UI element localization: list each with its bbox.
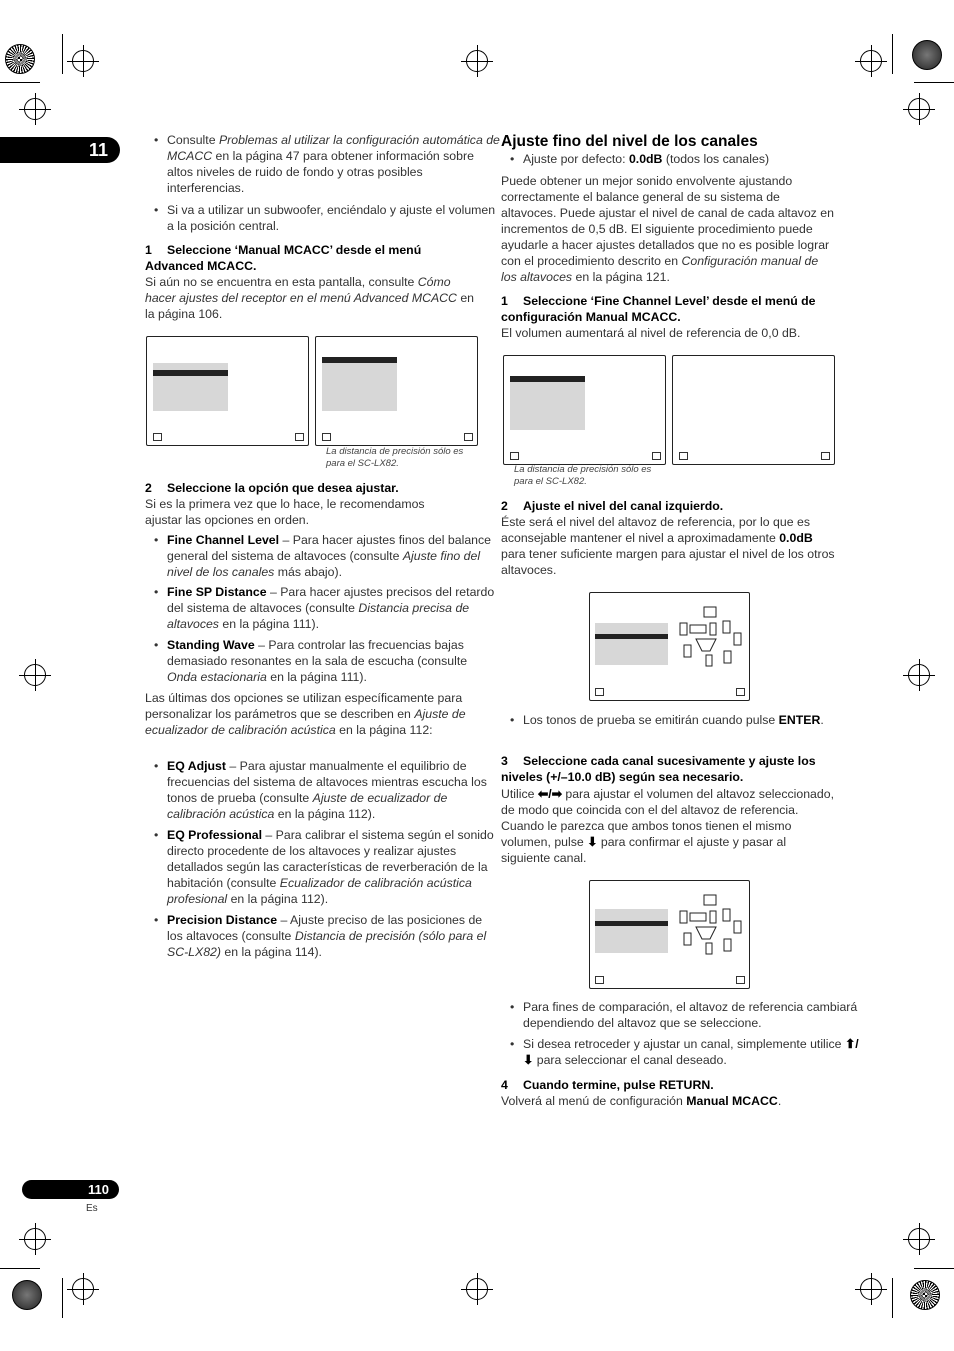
- registration-wheel-icon: [5, 44, 35, 74]
- exit-icon: [464, 433, 473, 441]
- chapter-number: 11: [88, 140, 108, 160]
- screen-blank: [672, 355, 835, 465]
- list-item: • Ajuste por defecto: 0.0dB (todos los canales): [501, 151, 859, 167]
- channel-list: [595, 623, 668, 665]
- up-down-arrow-icon: ⬆/⬇: [523, 1037, 859, 1067]
- menu-panel: [322, 357, 397, 411]
- chapter-tab: [0, 137, 120, 163]
- registration-wheel-icon: [12, 1280, 42, 1310]
- list-item: • Para fines de comparación, el altavoz de referencia cambiará dependiendo del altavoz que se seleccione.: [501, 999, 863, 1031]
- screen-caption: La distancia de precisión sólo es para el SC-LX82.: [514, 464, 652, 487]
- screen-advanced-mcacc: [146, 336, 309, 446]
- list-item: • Fine Channel Level – Para hacer ajustes finos del balance general del sistema de altavoces (consulte Ajuste fino del nivel de los canales más abajo).: [145, 532, 500, 580]
- crosshair-mark-icon: [24, 98, 46, 120]
- selected-channel: [595, 634, 668, 639]
- paragraph: Utilice ⬅/➡ para ajustar el volumen del altavoz seleccionado, de modo que coincida con el del altavoz de referencia. Cuando le parezca que ambos tonos tienen el mismo volumen, pulse ⬇ para confirmar el ajuste y pasar al siguiente canal.: [501, 787, 834, 865]
- crosshair-mark-icon: [908, 664, 930, 686]
- paragraph: Las últimas dos opciones se utilizan específicamente para personalizar los parámetros que se describen en Ajuste de ecualizador de calibración acústica en la página 112:: [145, 691, 466, 737]
- paragraph: Éste será el nivel del altavoz de referencia, por lo que es aconsejable mantener el nivel a aproximadamente 0.0dB para tener suficiente margen para ajustar el nivel de los otros altavoces.: [501, 515, 835, 577]
- list-item: • Precision Distance – Ajuste preciso de las posiciones de los altavoces (consulte Distancia de precisión (sólo para el SC-LX82) en la página 114).: [145, 912, 500, 960]
- crosshair-mark-icon: [24, 1228, 46, 1250]
- crosshair-mark-icon: [908, 1228, 930, 1250]
- crop-mark: [914, 1268, 954, 1269]
- language-code: Es: [86, 1203, 98, 1214]
- registration-wheel-icon: [912, 40, 942, 70]
- crosshair-mark-icon: [466, 1278, 488, 1300]
- list-item: • EQ Professional – Para calibrar el sistema según el sonido directo procedente de los altavoces y realizar ajustes detallados según las características de reverberación de la habitación (consulte Ecualizador de calibración acústica profesional en la página 112).: [145, 827, 500, 907]
- crosshair-mark-icon: [72, 1278, 94, 1300]
- return-icon: [679, 452, 688, 460]
- screen-caption: La distancia de precisión sólo es para el SC-LX82.: [326, 446, 464, 469]
- crosshair-mark-icon: [466, 50, 488, 72]
- return-icon: [510, 452, 519, 460]
- step-heading: 1 Seleccione ‘Fine Channel Level’ desde el menú de configuración Manual MCACC.: [501, 294, 816, 324]
- crosshair-mark-icon: [860, 50, 882, 72]
- exit-icon: [736, 976, 745, 984]
- list-item: • Si desea retroceder y ajustar un canal, simplemente utilice ⬆/⬇ para seleccionar el canal deseado.: [501, 1036, 859, 1068]
- screen-fine-channel-level-adjust: [589, 880, 750, 989]
- step-heading: 1 Seleccione ‘Manual MCACC’ desde el menú Advanced MCACC.: [145, 243, 422, 273]
- registration-wheel-icon: [910, 1280, 940, 1310]
- list-item: • EQ Adjust – Para ajustar manualmente el equilibrio de frecuencias del sistema de altavoces mientras escucha los tonos de prueba (consulte Ajuste de ecualizador de calibración acústica en la página 112).: [145, 758, 500, 822]
- paragraph: Volverá al menú de configuración Manual MCACC.: [501, 1094, 782, 1108]
- return-icon: [595, 688, 604, 696]
- crosshair-mark-icon: [72, 50, 94, 72]
- crop-mark: [0, 82, 40, 83]
- section-heading: Ajuste fino del nivel de los canales: [501, 133, 758, 150]
- list-item: • Consulte Problemas al utilizar la configuración automática de MCACC en la página 47 para obtener información sobre altos niveles de ruido de fondo y otras posibles interferencias.: [145, 132, 500, 196]
- step-heading: 2 Ajuste el nivel del canal izquierdo.: [501, 499, 724, 513]
- screen-manual-mcacc-menu: [503, 355, 666, 465]
- step-heading: 2 Seleccione la opción que desea ajustar.: [145, 481, 399, 495]
- exit-icon: [736, 688, 745, 696]
- screen-fine-channel-level: [589, 592, 750, 701]
- menu-highlight: [153, 370, 228, 376]
- selected-channel: [595, 921, 668, 926]
- step-heading: 3 Seleccione cada canal sucesivamente y ajuste los niveles (+/–10.0 dB) según sea necesario.: [501, 754, 816, 784]
- crop-mark: [0, 1268, 40, 1269]
- list-item: • Los tonos de prueba se emitirán cuando pulse ENTER.: [501, 712, 859, 728]
- menu-highlight: [322, 357, 397, 363]
- page-number: 110: [88, 1182, 109, 1197]
- crosshair-mark-icon: [908, 98, 930, 120]
- crop-mark: [892, 34, 893, 74]
- return-icon: [322, 433, 331, 441]
- list-item: • Si va a utilizar un subwoofer, enciéndalo y ajuste el volumen a la posición central.: [145, 202, 500, 234]
- crop-mark: [62, 34, 63, 74]
- return-icon: [595, 976, 604, 984]
- down-arrow-icon: ⬇: [587, 835, 598, 849]
- menu-panel: [510, 376, 585, 430]
- paragraph: Si es la primera vez que lo hace, le recomendamos ajustar las opciones en orden.: [145, 497, 425, 527]
- list-item: • Fine SP Distance – Para hacer ajustes precisos del retardo del sistema de altavoces (consulte Distancia precisa de altavoces en la página 111).: [145, 584, 500, 632]
- crop-mark: [62, 1278, 63, 1318]
- speaker-layout-diagram: [676, 605, 744, 669]
- crop-mark: [914, 82, 954, 83]
- screen-manual-mcacc: [315, 336, 478, 446]
- list-item: • Standing Wave – Para controlar las frecuencias bajas demasiado resonantes en la sala de escucha (consulte Onda estacionaria en la página 111).: [145, 637, 500, 685]
- exit-icon: [295, 433, 304, 441]
- exit-icon: [652, 452, 661, 460]
- page-number-tab: [22, 1180, 119, 1199]
- paragraph: Si aún no se encuentra en esta pantalla, consulte Cómo hacer ajustes del receptor en el menú Advanced MCACC en la página 106.: [145, 275, 475, 321]
- crosshair-mark-icon: [860, 1278, 882, 1300]
- step-heading: 4 Cuando termine, pulse RETURN.: [501, 1078, 714, 1092]
- channel-list: [595, 909, 668, 953]
- return-icon: [153, 433, 162, 441]
- paragraph: El volumen aumentará al nivel de referencia de 0,0 dB.: [501, 326, 801, 340]
- left-right-arrow-icon: ⬅/➡: [537, 787, 562, 801]
- crosshair-mark-icon: [24, 664, 46, 686]
- exit-icon: [821, 452, 830, 460]
- menu-highlight: [510, 376, 585, 382]
- paragraph: Puede obtener un mejor sonido envolvente ajustando correctamente el balance general de su sistema de altavoces. Puede ajustar el nivel de canal de cada altavoz en incrementos de 0,5 dB. El siguiente procedimiento puede ayudarle a hacer ajustes detallados que no es posible lograr con el procedimiento descrito en Configuración manual de los altavoces en la página 121.: [501, 174, 834, 284]
- crop-mark: [892, 1278, 893, 1318]
- speaker-layout-diagram: [676, 893, 744, 957]
